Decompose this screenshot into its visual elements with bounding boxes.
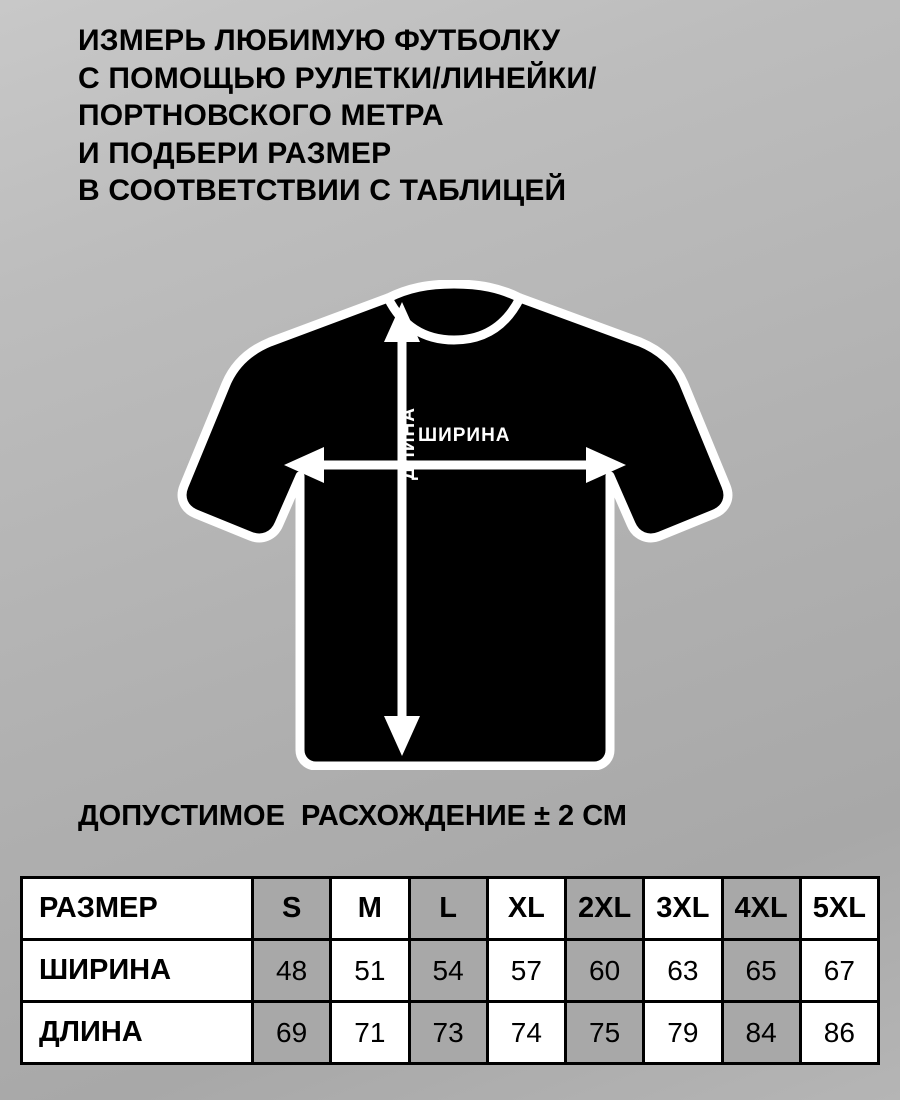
row-label-length: ДЛИНА (22, 1002, 253, 1064)
width-label: ШИРИНА (418, 425, 511, 446)
table-header-4xl: 4XL (722, 878, 800, 940)
heading-line-5: В СООТВЕТСТВИИ С ТАБЛИЦЕЙ (78, 174, 567, 207)
table-header-3xl: 3XL (644, 878, 722, 940)
heading-line-3: ПОРТНОВСКОГО МЕТРА (78, 99, 444, 132)
length-xl: 74 (487, 1002, 565, 1064)
table-header-m: M (331, 878, 409, 940)
width-4xl: 65 (722, 940, 800, 1002)
width-xl: 57 (487, 940, 565, 1002)
page-title (78, 22, 858, 210)
length-label: ДЛИНА (398, 407, 419, 480)
width-l: 54 (409, 940, 487, 1002)
width-s: 48 (253, 940, 331, 1002)
tolerance-note: ДОПУСТИМОЕ РАСХОЖДЕНИЕ ± 2 СМ (78, 800, 627, 832)
tshirt-diagram (170, 280, 740, 770)
heading-line-2: С ПОМОЩЬЮ РУЛЕТКИ/ЛИНЕЙКИ/ (78, 61, 597, 95)
length-5xl: 86 (800, 1002, 878, 1064)
table-header-2xl: 2XL (566, 878, 644, 940)
tshirt-icon (170, 280, 740, 770)
length-s: 69 (253, 1002, 331, 1064)
heading-line-1: ИЗМЕРЬ ЛЮБИМУЮ ФУТБОЛКУ (78, 24, 561, 57)
table-header-5xl: 5XL (800, 878, 878, 940)
table-row (22, 1002, 879, 1064)
length-3xl: 79 (644, 1002, 722, 1064)
width-2xl: 60 (566, 940, 644, 1002)
size-table-container (20, 876, 880, 1065)
table-header-xl: XL (487, 878, 565, 940)
table-header-size: РАЗМЕР (22, 878, 253, 940)
length-4xl: 84 (722, 1002, 800, 1064)
width-5xl: 67 (800, 940, 878, 1002)
length-m: 71 (331, 1002, 409, 1064)
size-table (20, 876, 880, 1065)
table-row (22, 940, 879, 1002)
width-3xl: 63 (644, 940, 722, 1002)
width-m: 51 (331, 940, 409, 1002)
table-header-s: S (253, 878, 331, 940)
heading-line-4: И ПОДБЕРИ РАЗМЕР (78, 136, 392, 170)
row-label-width: ШИРИНА (22, 940, 253, 1002)
length-2xl: 75 (566, 1002, 644, 1064)
length-l: 73 (409, 1002, 487, 1064)
table-header-l: L (409, 878, 487, 940)
table-header-row (22, 878, 879, 940)
